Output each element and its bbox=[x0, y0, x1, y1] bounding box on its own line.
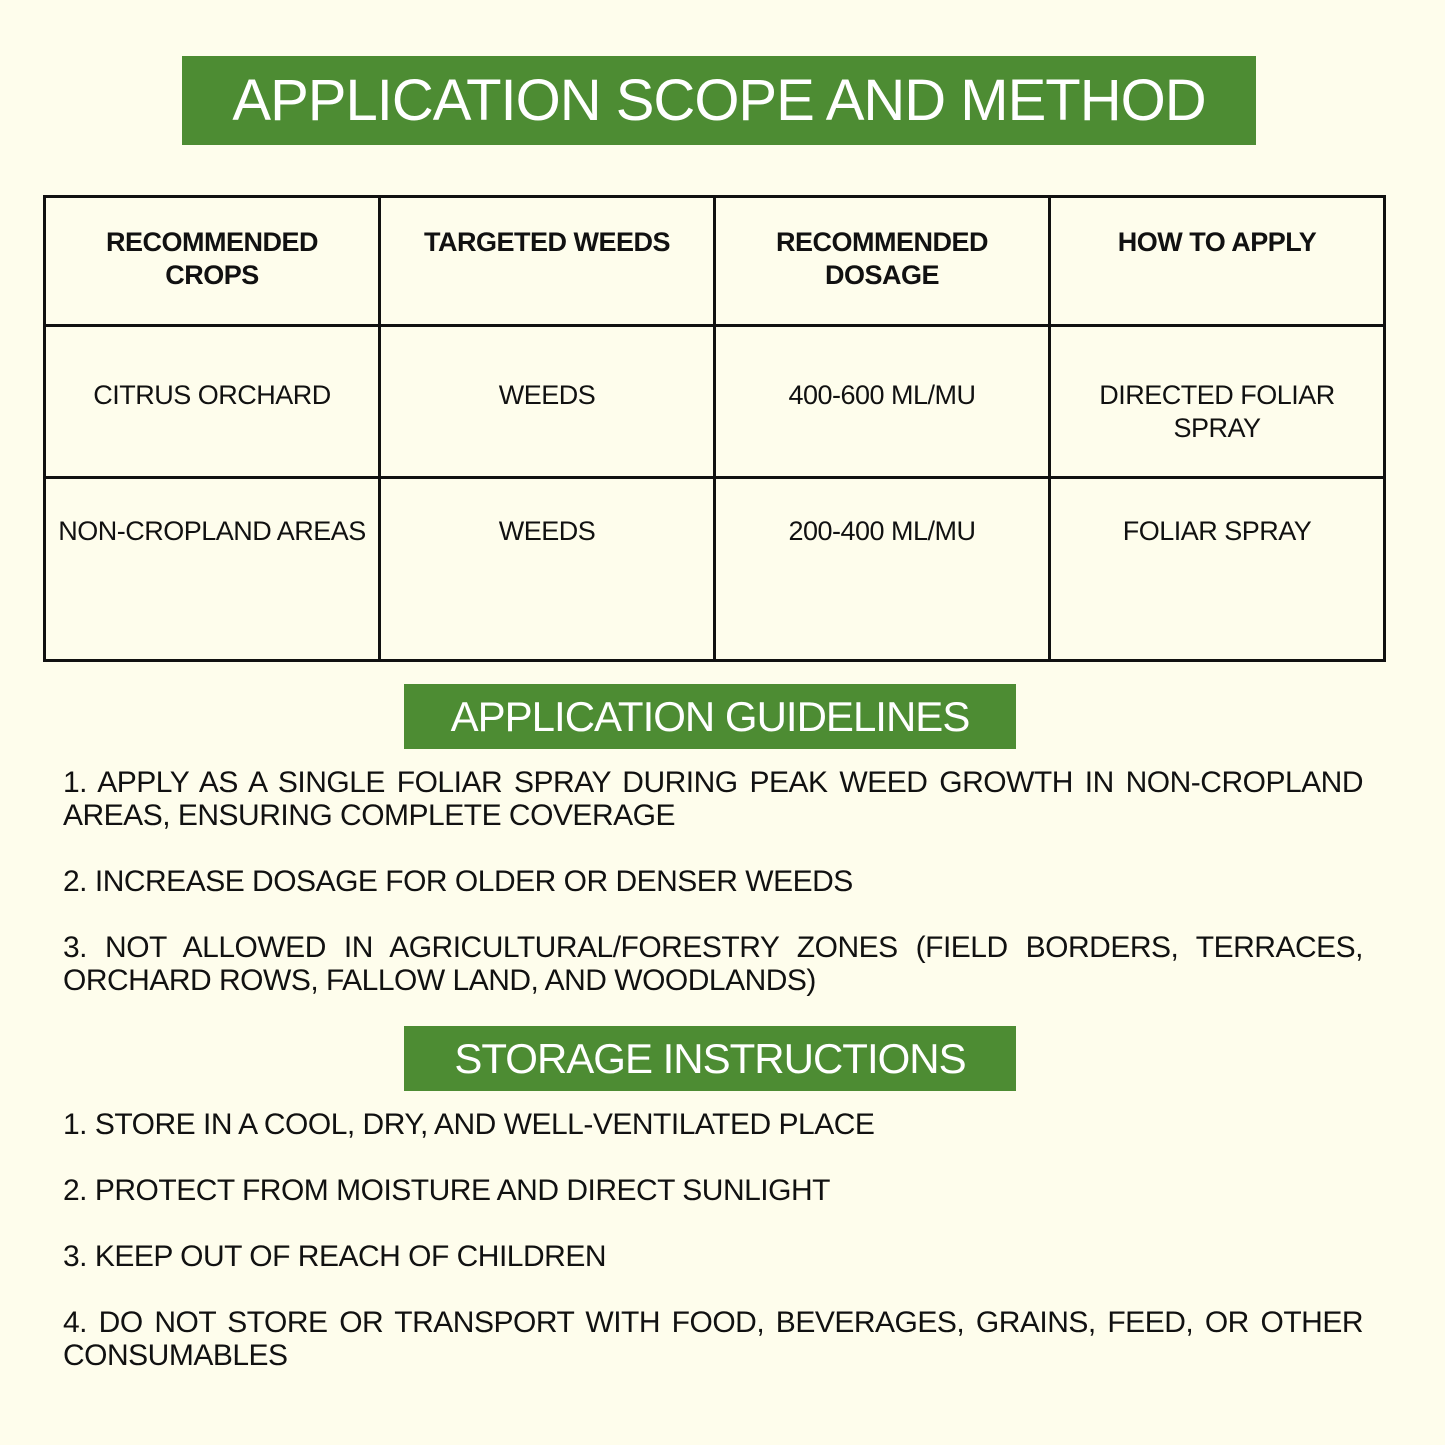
list-item: 3. NOT ALLOWED IN AGRICULTURAL/FORESTRY ZONES (FIELD BORDERS, TERRACES, ORCHARD ROWS, FALLOW LAND, AND WOODLANDS) bbox=[63, 931, 1363, 997]
table-cell: WEEDS bbox=[380, 478, 715, 661]
guidelines-list bbox=[63, 766, 1363, 1030]
table-cell: FOLIAR SPRAY bbox=[1050, 478, 1385, 661]
header-recommended-crops: RECOMMENDED CROPS bbox=[45, 197, 380, 326]
storage-list bbox=[63, 1108, 1363, 1405]
list-item: 4. DO NOT STORE OR TRANSPORT WITH FOOD, BEVERAGES, GRAINS, FEED, OR OTHER CONSUMABLES bbox=[63, 1306, 1363, 1372]
table-cell: WEEDS bbox=[380, 325, 715, 478]
header-how-to-apply: HOW TO APPLY bbox=[1050, 197, 1385, 326]
header-recommended-dosage: RECOMMENDED DOSAGE bbox=[715, 197, 1050, 326]
table-cell: 200-400 ML/MU bbox=[715, 478, 1050, 661]
table-cell: CITRUS ORCHARD bbox=[45, 325, 380, 478]
page-title: APPLICATION SCOPE AND METHOD bbox=[232, 68, 1206, 133]
storage-heading-banner bbox=[404, 1026, 1016, 1091]
application-scope-table bbox=[43, 195, 1386, 662]
guidelines-heading: APPLICATION GUIDELINES bbox=[450, 692, 970, 740]
list-item: 3. KEEP OUT OF REACH OF CHILDREN bbox=[63, 1240, 606, 1273]
list-item: 2. INCREASE DOSAGE FOR OLDER OR DENSER WEEDS bbox=[63, 865, 853, 898]
table-row bbox=[45, 325, 1385, 478]
table-cell: 400-600 ML/MU bbox=[715, 325, 1050, 478]
list-item: 2. PROTECT FROM MOISTURE AND DIRECT SUNLIGHT bbox=[63, 1174, 830, 1207]
list-item: 1. STORE IN A COOL, DRY, AND WELL-VENTILATED PLACE bbox=[63, 1108, 875, 1141]
page-title-banner bbox=[182, 56, 1256, 145]
guidelines-heading-banner bbox=[404, 684, 1016, 749]
header-targeted-weeds: TARGETED WEEDS bbox=[380, 197, 715, 326]
table-cell: DIRECTED FOLIAR SPRAY bbox=[1050, 325, 1385, 478]
table-cell: NON-CROPLAND AREAS bbox=[45, 478, 380, 661]
table-header-row bbox=[45, 197, 1385, 326]
storage-heading: STORAGE INSTRUCTIONS bbox=[454, 1034, 966, 1082]
list-item: 1. APPLY AS A SINGLE FOLIAR SPRAY DURING PEAK WEED GROWTH IN NON-CROPLAND AREAS, ENSURING COMPLETE COVERAGE bbox=[63, 766, 1363, 832]
table-row bbox=[45, 478, 1385, 661]
